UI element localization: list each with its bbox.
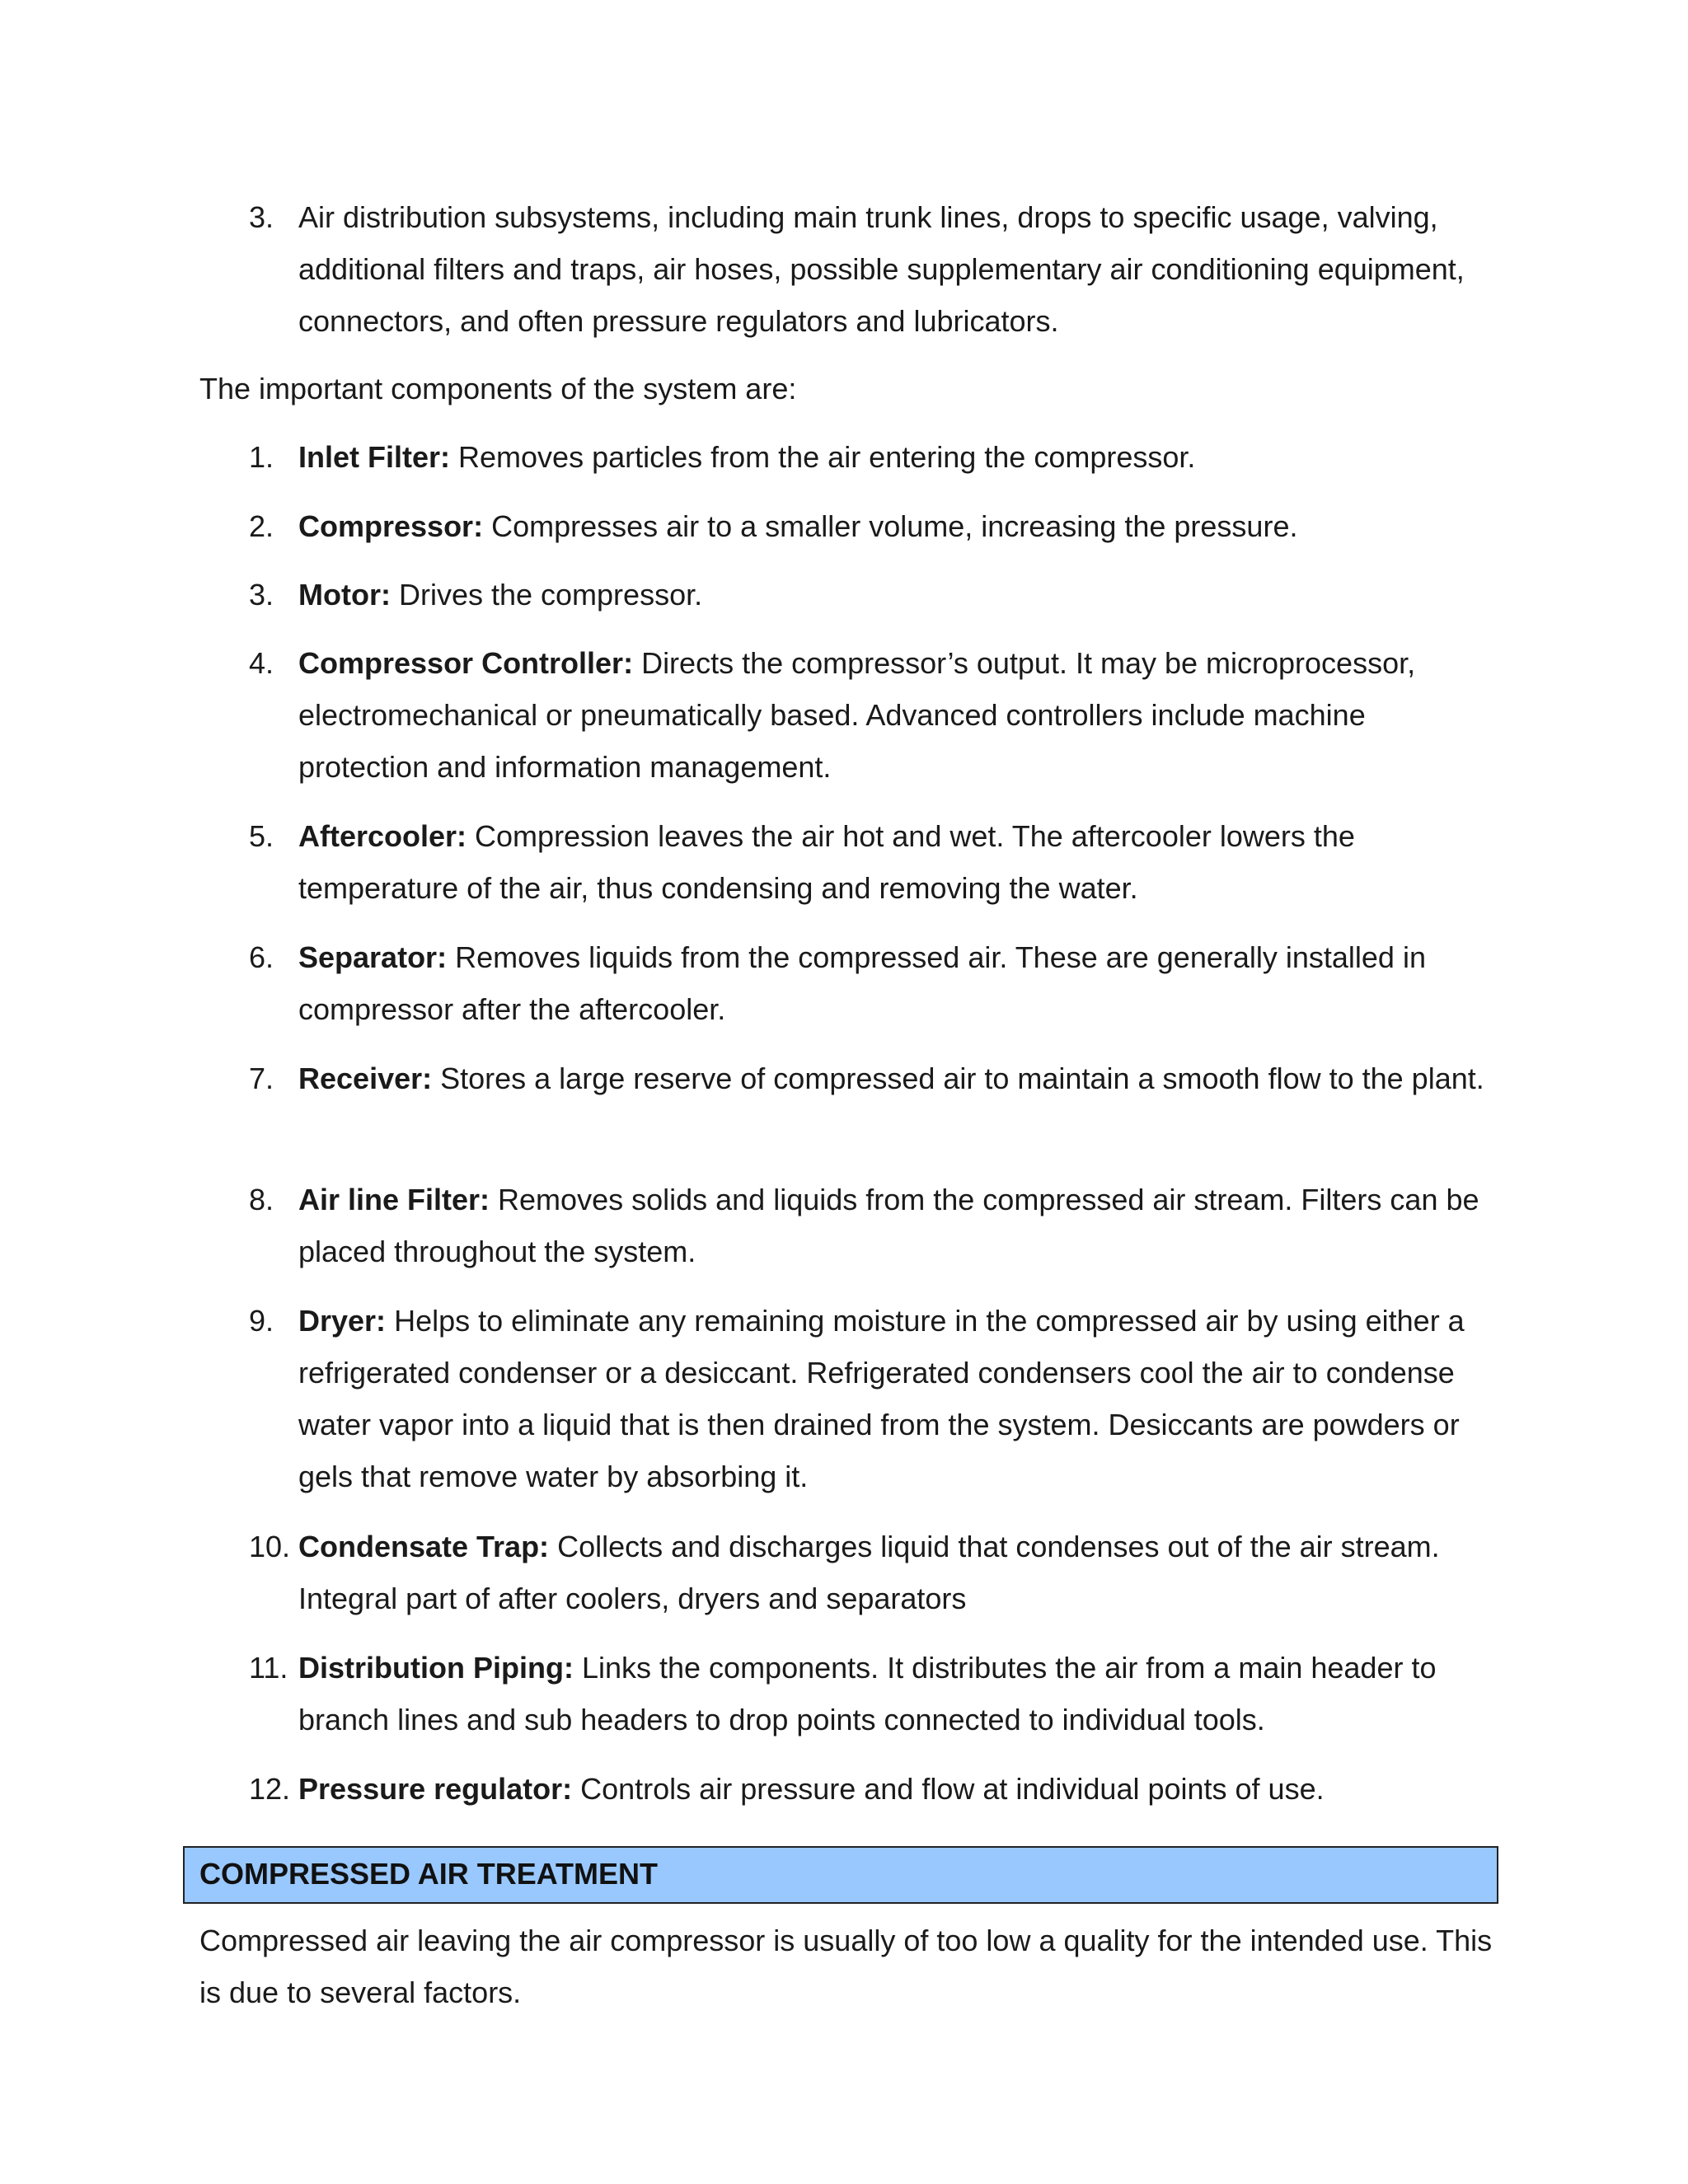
list-number: 11.: [249, 1651, 288, 1685]
list-number: 3.: [249, 200, 274, 234]
list-number: 12.: [249, 1772, 291, 1806]
list-item-text: Controls air pressure and flow at individual points of use.: [572, 1772, 1325, 1806]
list-number: 5.: [249, 819, 274, 853]
list-item-text: Links the components. It distributes the air from a main header to branch lines and sub headers to drop points connected to individual tools.: [298, 1651, 1437, 1736]
list-number: 8.: [249, 1183, 274, 1216]
list-item-text: Directs the compressor’s output. It may be microprocessor, electromechanical or pneumatically based. Advanced controllers include machine protection and information management.: [298, 646, 1416, 784]
list-item-compressor-controller: [199, 637, 1502, 793]
components-intro: The important components of the system are:: [199, 372, 797, 405]
list-item-distribution-piping: [199, 1642, 1502, 1746]
list-item-air-line-filter: [199, 1174, 1502, 1277]
list-item-motor: [199, 569, 1502, 621]
list-item-receiver: [199, 1052, 1502, 1104]
list-item-term: Receiver:: [298, 1062, 433, 1095]
list-item-dryer: [199, 1295, 1502, 1502]
list-item-text: Air distribution subsystems, including main trunk lines, drops to specific usage, valving, additional filters and traps, air hoses, possible supplementary air conditioning equipment, connectors, and often pressure regulators and lubricators.: [298, 200, 1465, 338]
list-item-text: Stores a large reserve of compressed air to maintain a smooth flow to the plant.: [432, 1062, 1484, 1095]
list-item-distribution-subsystems: [199, 191, 1502, 347]
list-item-text: Compresses air to a smaller volume, increasing the pressure.: [483, 509, 1298, 543]
list-item-term: Compressor Controller:: [298, 646, 634, 680]
list-number: 10.: [249, 1530, 291, 1563]
closing-paragraph: Compressed air leaving the air compressor is usually of too low a quality for the intended use. This is due to several factors.: [199, 1924, 1493, 2009]
list-item-term: Aftercooler:: [298, 819, 467, 853]
list-item-text: Removes solids and liquids from the compressed air stream. Filters can be placed throughout the system.: [298, 1183, 1479, 1268]
list-number: 9.: [249, 1304, 274, 1338]
list-item-inlet-filter: [199, 431, 1502, 483]
list-number: 6.: [249, 940, 274, 974]
list-item-term: Condensate Trap:: [298, 1530, 550, 1563]
list-item-term: Pressure regulator:: [298, 1772, 573, 1806]
list-item-term: Air line Filter:: [298, 1183, 490, 1216]
list-item-text: Helps to eliminate any remaining moisture in the compressed air by using either a refrigerated condenser or a desiccant. Refrigerated condensers cool the air to condense water vapor into a liquid that is then drained from the system. Desiccants are powders or gels that remove water by absorbing it.: [298, 1304, 1465, 1493]
list-number: 4.: [249, 646, 274, 680]
list-number: 1.: [249, 440, 274, 474]
list-item-separator: [199, 931, 1502, 1035]
list-number: 2.: [249, 509, 274, 543]
section-title: COMPRESSED AIR TREATMENT: [199, 1857, 659, 1891]
list-item-compressor: [199, 500, 1502, 552]
list-number: 7.: [249, 1062, 274, 1095]
section-heading-bar: [183, 1846, 1498, 1904]
list-item-text: Drives the compressor.: [390, 578, 703, 612]
list-item-text: Removes liquids from the compressed air. These are generally installed in compressor after the aftercooler.: [298, 940, 1426, 1026]
list-item-term: Compressor:: [298, 509, 484, 543]
list-item-pressure-regulator: [199, 1763, 1502, 1815]
list-item-text: Collects and discharges liquid that condenses out of the air stream. Integral part of after coolers, dryers and separators: [298, 1530, 1440, 1615]
list-item-term: Inlet Filter:: [298, 440, 451, 474]
list-item-term: Motor:: [298, 578, 391, 612]
list-item-text: Removes particles from the air entering the compressor.: [450, 440, 1196, 474]
list-item-term: Dryer:: [298, 1304, 387, 1338]
list-item-aftercooler: [199, 810, 1502, 914]
list-item-text: Compression leaves the air hot and wet. The aftercooler lowers the temperature of the air, thus condensing and removing the water.: [298, 819, 1355, 905]
list-item-term: Separator:: [298, 940, 448, 974]
list-item-condensate-trap: [199, 1521, 1502, 1624]
list-number: 3.: [249, 578, 274, 612]
list-item-term: Distribution Piping:: [298, 1651, 574, 1685]
